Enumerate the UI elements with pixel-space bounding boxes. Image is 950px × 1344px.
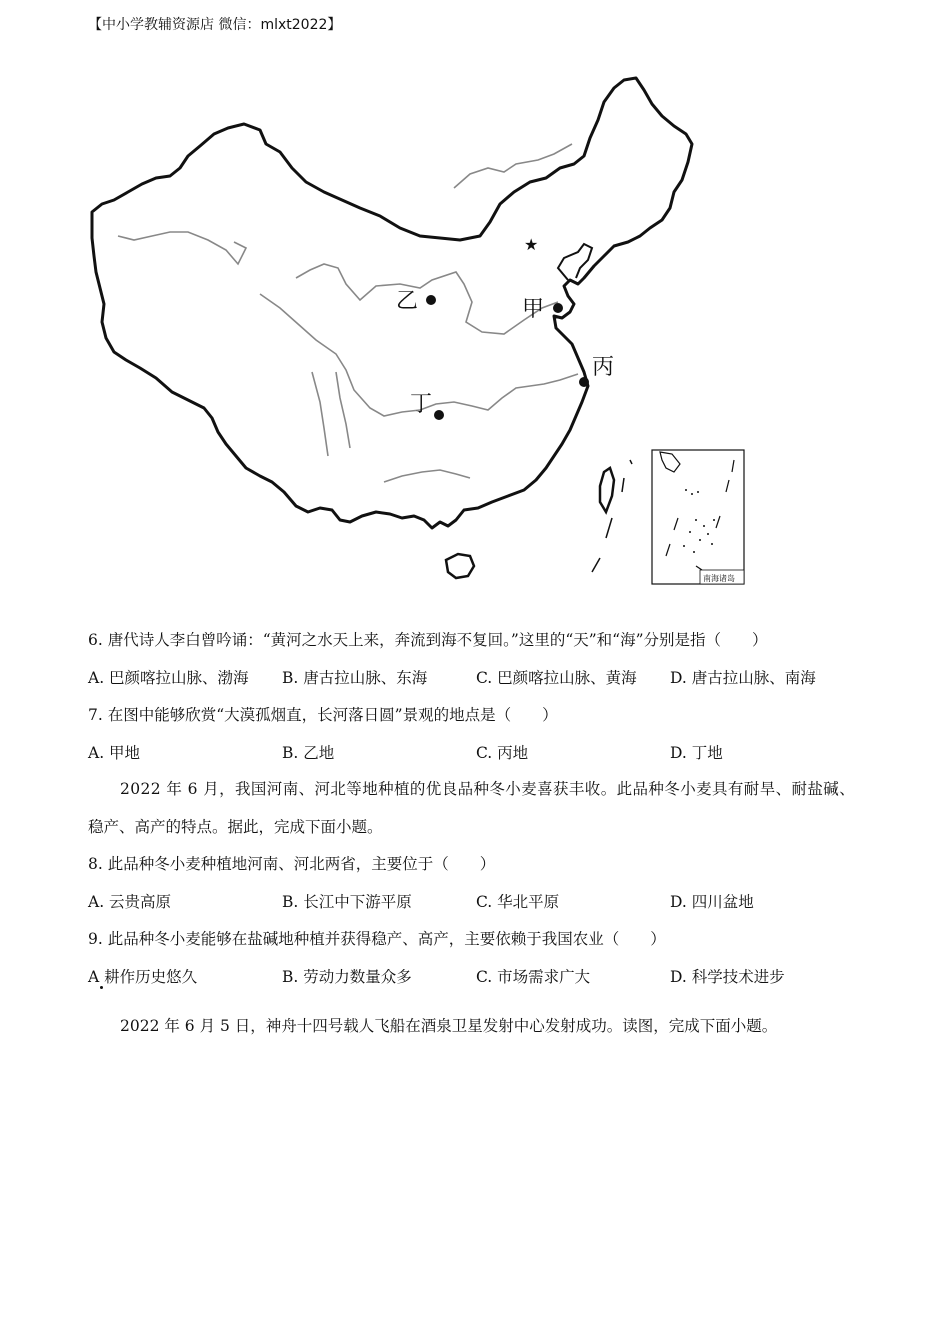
q7-stem: 7. 在图中能够欣赏“大漠孤烟直，长河落日圆”景观的地点是（ ） xyxy=(88,706,558,724)
china-map-svg xyxy=(84,72,754,592)
q9-stem: 9. 此品种冬小麦能够在盐碱地种植并获得稳产、高产，主要依赖于我国农业（ ） xyxy=(88,930,666,948)
q8-option-b: B. 长江中下游平原 xyxy=(282,893,412,911)
label-bing: 丙 xyxy=(592,355,615,380)
q7-option-d: D. 丁地 xyxy=(670,744,723,762)
q7-option-a: A. 甲地 xyxy=(88,744,141,762)
point-yi xyxy=(426,295,436,305)
page-header: 【中小学教辅资源店 微信：mlxt2022】 xyxy=(88,17,342,33)
q8-option-d: D. 四川盆地 xyxy=(670,893,754,911)
point-jia xyxy=(553,303,563,313)
point-bing xyxy=(579,377,589,387)
option-a-dot xyxy=(100,986,103,989)
q7-option-c: C. 丙地 xyxy=(476,744,529,762)
q8-option-a: A. 云贵高原 xyxy=(88,893,172,911)
china-map xyxy=(84,72,754,592)
q9-option-b: B. 劳动力数量众多 xyxy=(282,968,412,986)
taiwan-island xyxy=(600,468,614,512)
star-marker: ★ xyxy=(524,235,539,254)
passage-1-line-2: 稳产、高产的特点。据此，完成下面小题。 xyxy=(88,818,383,836)
q9-option-c: C. 市场需求广大 xyxy=(476,968,591,986)
label-ding: 丁 xyxy=(410,392,433,417)
q6-option-c: C. 巴颜喀拉山脉、黄海 xyxy=(476,669,637,687)
q6-stem: 6. 唐代诗人李白曾吟诵：“黄河之水天上来，奔流到海不复回。”这里的“天”和“海”分别是指（ ） xyxy=(88,631,768,649)
q8-stem: 8. 此品种冬小麦种植地河南、河北两省，主要位于（ ） xyxy=(88,855,496,873)
q6-option-b: B. 唐古拉山脉、东海 xyxy=(282,669,428,687)
china-border xyxy=(92,78,692,528)
inset-label: 南海诸岛 xyxy=(703,574,735,583)
q8-option-c: C. 华北平原 xyxy=(476,893,560,911)
q9-option-d: D. 科学技术进步 xyxy=(670,968,785,986)
q9-option-a: A 耕作历史悠久 xyxy=(88,968,198,986)
label-jia: 甲 xyxy=(522,297,545,322)
q6-option-d: D. 唐古拉山脉、南海 xyxy=(670,669,816,687)
point-ding xyxy=(434,410,444,420)
q6-option-a: A. 巴颜喀拉山脉、渤海 xyxy=(88,669,249,687)
label-yi: 乙 xyxy=(396,289,419,314)
passage-1-line-1: 2022 年 6 月，我国河南、河北等地种植的优良品种冬小麦喜获丰收。此品种冬小麦具有耐旱、耐盐碱、 xyxy=(120,780,856,798)
south-sea-inset xyxy=(652,450,744,584)
q7-option-b: B. 乙地 xyxy=(282,744,335,762)
passage-2: 2022 年 6 月 5 日，神舟十四号载人飞船在酒泉卫星发射中心发射成功。读图，完成下面小题。 xyxy=(120,1017,778,1035)
hainan-island xyxy=(446,554,474,578)
